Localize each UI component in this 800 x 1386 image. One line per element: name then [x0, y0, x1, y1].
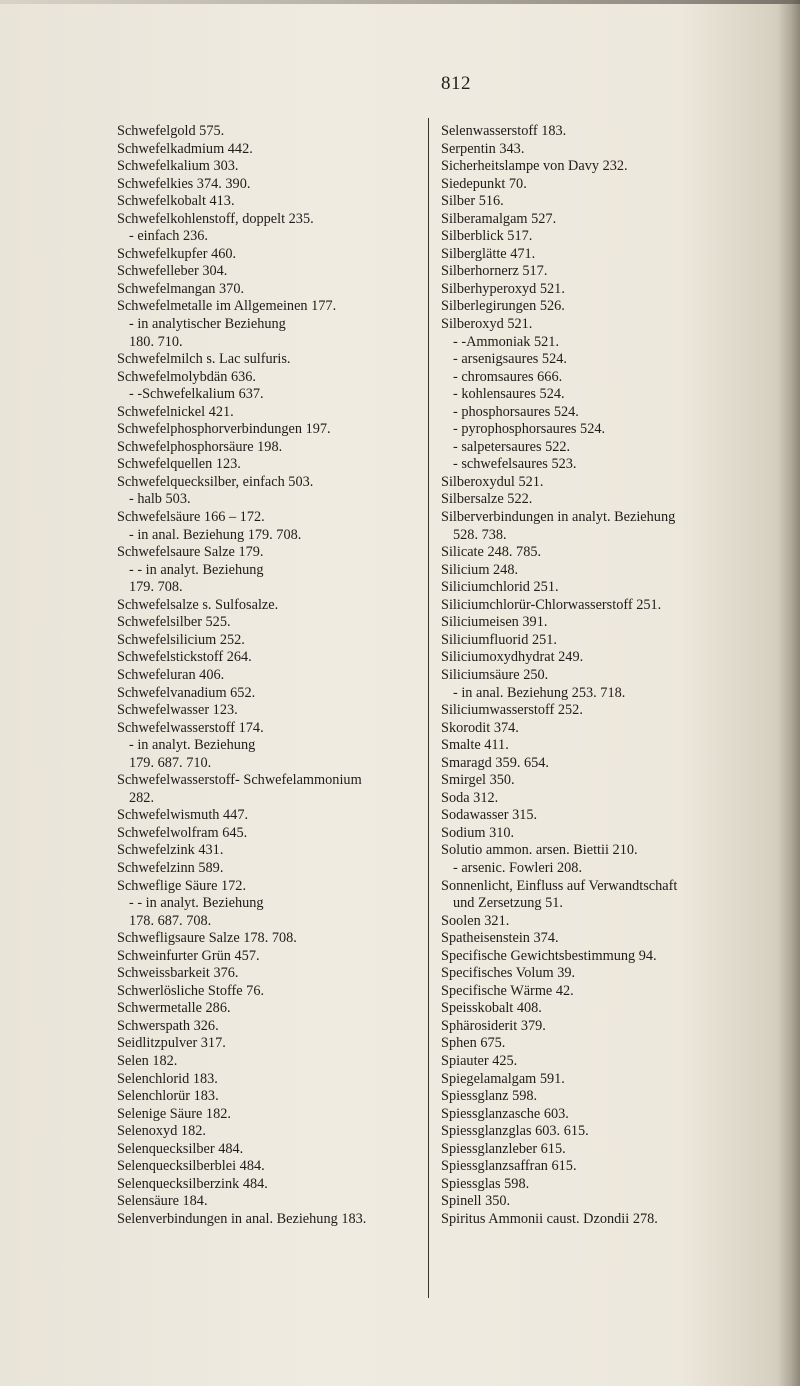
index-entry: Schwefelnickel 421.	[117, 403, 234, 420]
index-entry: Silberverbindungen in analyt. Beziehung	[441, 509, 676, 526]
index-entry: Schwefelkohlenstoff, doppelt 235.	[117, 210, 314, 227]
index-entry: Siliciumwasserstoff 252.	[441, 702, 583, 719]
index-entry: Spinell 350.	[441, 1193, 511, 1210]
page-top-shadow	[0, 0, 800, 4]
index-entry: Sphärosiderit 379.	[441, 1017, 546, 1034]
index-entry: Siliciumsäure 250.	[441, 666, 549, 683]
index-entry: Silberoxyd 521.	[441, 316, 533, 333]
index-entry: 179. 687. 710.	[129, 754, 212, 771]
index-entry: Schwefelstickstoff 264.	[117, 649, 252, 666]
index-entry: Silberoxydul 521.	[441, 473, 544, 490]
index-entry: - in anal. Beziehung 253. 718.	[453, 684, 626, 701]
index-entry: Spiessglanzsaffran 615.	[441, 1158, 577, 1175]
index-entry: Siliciumchlorid 251.	[441, 579, 559, 596]
index-entry: - einfach 236.	[129, 228, 208, 245]
index-entry: Schwefelphosphorverbindungen 197.	[117, 421, 331, 438]
index-entry: Selensäure 184.	[117, 1193, 208, 1210]
index-entry: Schwefelkobalt 413.	[117, 193, 235, 210]
index-entry: Schwefelwismuth 447.	[117, 807, 249, 824]
index-entry: Silberblick 517.	[441, 228, 533, 245]
index-entry: Selenchlorid 183.	[117, 1070, 218, 1087]
index-entry: Siliciumeisen 391.	[441, 614, 548, 631]
index-entry: und Zersetzung 51.	[453, 895, 563, 912]
index-entry: Sonnenlicht, Einfluss auf Verwandtschaft	[441, 877, 678, 894]
index-entry: Schwefelsilber 525.	[117, 614, 231, 631]
index-entry: - in anal. Beziehung 179. 708.	[129, 526, 302, 543]
index-entry: Schwefelwolfram 645.	[117, 824, 248, 841]
index-column-right	[441, 123, 756, 1228]
index-entry: Silberhyperoxyd 521.	[441, 280, 565, 297]
index-entry: Schwefelmilch s. Lac sulfuris.	[117, 351, 291, 368]
index-entry: - kohlensaures 524.	[453, 386, 565, 403]
index-entry: Selen 182.	[117, 1052, 178, 1069]
index-entry: Schwefelwasser 123.	[117, 702, 238, 719]
index-entry: Sicherheitslampe von Davy 232.	[441, 158, 628, 175]
index-entry: Selenquecksilberblei 484.	[117, 1158, 265, 1175]
index-entry: Silbersalze 522.	[441, 491, 533, 508]
index-entry: Schwefligsaure Salze 178. 708.	[117, 930, 297, 947]
index-entry: Schweinfurter Grün 457.	[117, 947, 260, 964]
index-entry: Schweflige Säure 172.	[117, 877, 247, 894]
index-entry: Schwefelsaure Salze 179.	[117, 544, 264, 561]
index-entry: Soda 312.	[441, 789, 499, 806]
index-entry: Sodium 310.	[441, 824, 515, 841]
index-entry: Schwerspath 326.	[117, 1017, 219, 1034]
index-entry: Schwefelquellen 123.	[117, 456, 241, 473]
index-entry: Silberamalgam 527.	[441, 210, 557, 227]
index-entry: Schwefelquecksilber, einfach 503.	[117, 473, 314, 490]
index-entry: Solutio ammon. arsen. Biettii 210.	[441, 842, 638, 859]
page-number: 812	[441, 73, 471, 94]
index-entry: Sodawasser 315.	[441, 807, 538, 824]
index-entry: Specifische Wärme 42.	[441, 982, 574, 999]
index-entry: Smalte 411.	[441, 737, 509, 754]
index-entry: Schwermetalle 286.	[117, 1000, 231, 1017]
index-entry: Smirgel 350.	[441, 772, 515, 789]
index-entry: Spiritus Ammonii caust. Dzondii 278.	[441, 1210, 658, 1227]
index-entry: Skorodit 374.	[441, 719, 519, 736]
index-entry: Spiauter 425.	[441, 1052, 518, 1069]
index-entry: Silicate 248. 785.	[441, 544, 542, 561]
index-entry: - chromsaures 666.	[453, 368, 563, 385]
index-entry: Selenquecksilber 484.	[117, 1140, 244, 1157]
index-entry: Schwefelwasserstoff 174.	[117, 719, 264, 736]
index-entry: Silberlegirungen 526.	[441, 298, 565, 315]
index-entry: 282.	[129, 789, 155, 806]
index-entry: Schwefelzink 431.	[117, 842, 224, 859]
index-entry: Selenverbindungen in anal. Beziehung 183.	[117, 1210, 367, 1227]
index-entry: - -Schwefelkalium 637.	[129, 386, 264, 403]
index-entry: Schwefelkadmium 442.	[117, 140, 253, 157]
index-entry: - - in analyt. Beziehung	[129, 561, 264, 578]
index-entry: Specifische Gewichtsbestimmung 94.	[441, 947, 657, 964]
index-entry: Spiessglas 598.	[441, 1175, 530, 1192]
index-entry: - arsenigsaures 524.	[453, 351, 567, 368]
index-entry: Siliciumfluorid 251.	[441, 631, 557, 648]
index-entry: Schwefelphosphorsäure 198.	[117, 438, 283, 455]
index-entry: Schwefelwasserstoff- Schwefelammonium	[117, 772, 362, 789]
index-entry: Schwefelmetalle im Allgemeinen 177.	[117, 298, 337, 315]
index-entry: Schwefelgold 575.	[117, 123, 225, 139]
index-entry: Selenchlorür 183.	[117, 1088, 219, 1105]
page-edge-shadow	[778, 0, 800, 1386]
index-entry: Schwefelsäure 166 – 172.	[117, 509, 265, 526]
index-entry: Specifisches Volum 39.	[441, 965, 576, 982]
index-entry: Schwefelkupfer 460.	[117, 245, 237, 262]
index-entry: Soolen 321.	[441, 912, 510, 929]
index-entry: Spiegelamalgam 591.	[441, 1070, 565, 1087]
index-entry: Schwefelkies 374. 390.	[117, 175, 251, 192]
index-entry: - -Ammoniak 521.	[453, 333, 560, 350]
index-entry: Schwefelmolybdän 636.	[117, 368, 256, 385]
index-entry: Speisskobalt 408.	[441, 1000, 542, 1017]
index-entry: Selenoxyd 182.	[117, 1123, 206, 1140]
index-entry: Schwefelvanadium 652.	[117, 684, 256, 701]
index-entry: Serpentin 343.	[441, 140, 525, 157]
index-entry: - phosphorsaures 524.	[453, 403, 579, 420]
index-entry: 179. 708.	[129, 579, 183, 596]
index-entry: - arsenic. Fowleri 208.	[453, 859, 583, 876]
index-entry: Schwefelsalze s. Sulfosalze.	[117, 596, 279, 613]
index-entry: Selenquecksilberzink 484.	[117, 1175, 268, 1192]
index-entry: Spatheisenstein 374.	[441, 930, 559, 947]
index-entry: - in analyt. Beziehung	[129, 737, 256, 754]
index-entry: Siedepunkt 70.	[441, 175, 527, 192]
index-entry: Selenige Säure 182.	[117, 1105, 231, 1122]
index-entry: - pyrophosphorsaures 524.	[453, 421, 606, 438]
index-entry: Sphen 675.	[441, 1035, 506, 1052]
column-divider	[428, 118, 429, 1298]
index-entry: Silicium 248.	[441, 561, 519, 578]
index-column-left	[117, 123, 417, 1228]
index-entry: Schweissbarkeit 376.	[117, 965, 239, 982]
index-entry: Schwefelleber 304.	[117, 263, 228, 280]
index-entry: Schwerlösliche Stoffe 76.	[117, 982, 265, 999]
index-entry: Schwefelzinn 589.	[117, 859, 224, 876]
index-entry: - schwefelsaures 523.	[453, 456, 577, 473]
index-entry: - - in analyt. Beziehung	[129, 895, 264, 912]
index-entry: 528. 738.	[453, 526, 507, 543]
index-entry: Schwefelsilicium 252.	[117, 631, 245, 648]
index-entry: Siliciumoxydhydrat 249.	[441, 649, 584, 666]
index-entry: Spiessglanz 598.	[441, 1088, 538, 1105]
index-entry: - halb 503.	[129, 491, 191, 508]
index-entry: - in analytischer Beziehung	[129, 316, 286, 333]
index-entry: Seidlitzpulver 317.	[117, 1035, 226, 1052]
index-entry: - salpetersaures 522.	[453, 438, 571, 455]
index-entry: Spiessglanzasche 603.	[441, 1105, 569, 1122]
index-entry: Silberhornerz 517.	[441, 263, 548, 280]
index-entry: 178. 687. 708.	[129, 912, 212, 929]
index-entry: Selenwasserstoff 183.	[441, 123, 567, 139]
index-entry: Schwefelmangan 370.	[117, 280, 245, 297]
index-entry: 180. 710.	[129, 333, 183, 350]
index-entry: Silberglätte 471.	[441, 245, 536, 262]
index-entry: Schwefelkalium 303.	[117, 158, 239, 175]
index-entry: Silber 516.	[441, 193, 504, 210]
index-entry: Schwefeluran 406.	[117, 666, 225, 683]
index-entry: Spiessglanzglas 603. 615.	[441, 1123, 589, 1140]
index-entry: Siliciumchlorür-Chlorwasserstoff 251.	[441, 596, 662, 613]
index-entry: Spiessglanzleber 615.	[441, 1140, 566, 1157]
index-entry: Smaragd 359. 654.	[441, 754, 550, 771]
